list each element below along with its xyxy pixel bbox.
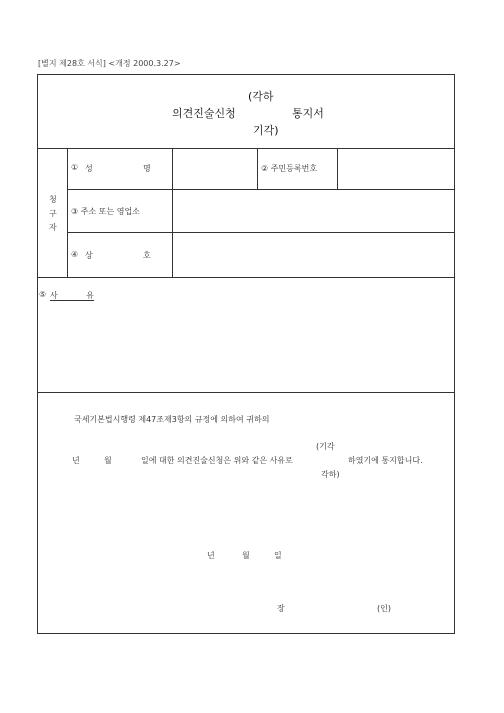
signature-year: 년 <box>207 551 215 560</box>
reason-label <box>50 290 94 301</box>
notice-option-bottom: 각하) <box>321 470 340 479</box>
seal-mark: (인) <box>377 604 391 613</box>
reason-label-char-1: 사 <box>50 291 58 300</box>
rrn-left-divider <box>257 148 258 189</box>
name-number: ① <box>71 163 79 172</box>
rrn-label: ② 주민등록번호 <box>261 164 318 173</box>
claimant-label-char-3: 자 <box>49 223 57 232</box>
trade-label-char-2: 호 <box>143 251 151 260</box>
notice-month: 월 <box>104 456 112 465</box>
claimant-label-char-1: 청 <box>49 195 57 204</box>
title-main: 의견진술신청 <box>172 107 236 120</box>
rrn-right-divider <box>337 148 338 189</box>
title-suffix: 통지서 <box>292 107 324 120</box>
reason-number: ⑤ <box>39 290 47 299</box>
claimant-label-char-2: 구 <box>49 209 57 218</box>
notice-body: 일에 대한 의견진술신청은 위와 같은 사유로 <box>141 456 293 465</box>
form-header: [별지 제28호 서식] <개정 2000.3.27> <box>38 59 181 68</box>
row-divider-1 <box>67 189 455 190</box>
reason-label-char-2: 유 <box>86 291 94 300</box>
notice-option-top: (기각 <box>316 442 335 451</box>
signature-day: 일 <box>274 551 282 560</box>
title-option-bottom: 기각) <box>253 124 279 137</box>
trade-number: ④ <box>71 250 79 259</box>
title-option-top: (각하 <box>248 90 274 103</box>
address-label: ③ 주소 또는 영업소 <box>71 207 140 216</box>
trade-label-char-1: 상 <box>85 251 93 260</box>
chief-title: 장 <box>277 604 285 613</box>
row-divider-2 <box>67 232 455 233</box>
label-divider <box>172 148 173 277</box>
signature-month: 월 <box>242 551 250 560</box>
notice-year: 년 <box>72 456 80 465</box>
reason-divider <box>37 392 455 393</box>
title-divider <box>37 148 455 149</box>
claimant-divider <box>37 277 455 278</box>
statute-text: 국세기본법시행령 제47조제3항의 규정에 의하여 귀하의 <box>74 415 270 424</box>
name-label-char-2: 명 <box>143 164 151 173</box>
section-divider <box>67 148 68 277</box>
name-label-char-1: 성 <box>85 164 93 173</box>
notice-ending: 하였기에 통지합니다. <box>348 456 423 465</box>
